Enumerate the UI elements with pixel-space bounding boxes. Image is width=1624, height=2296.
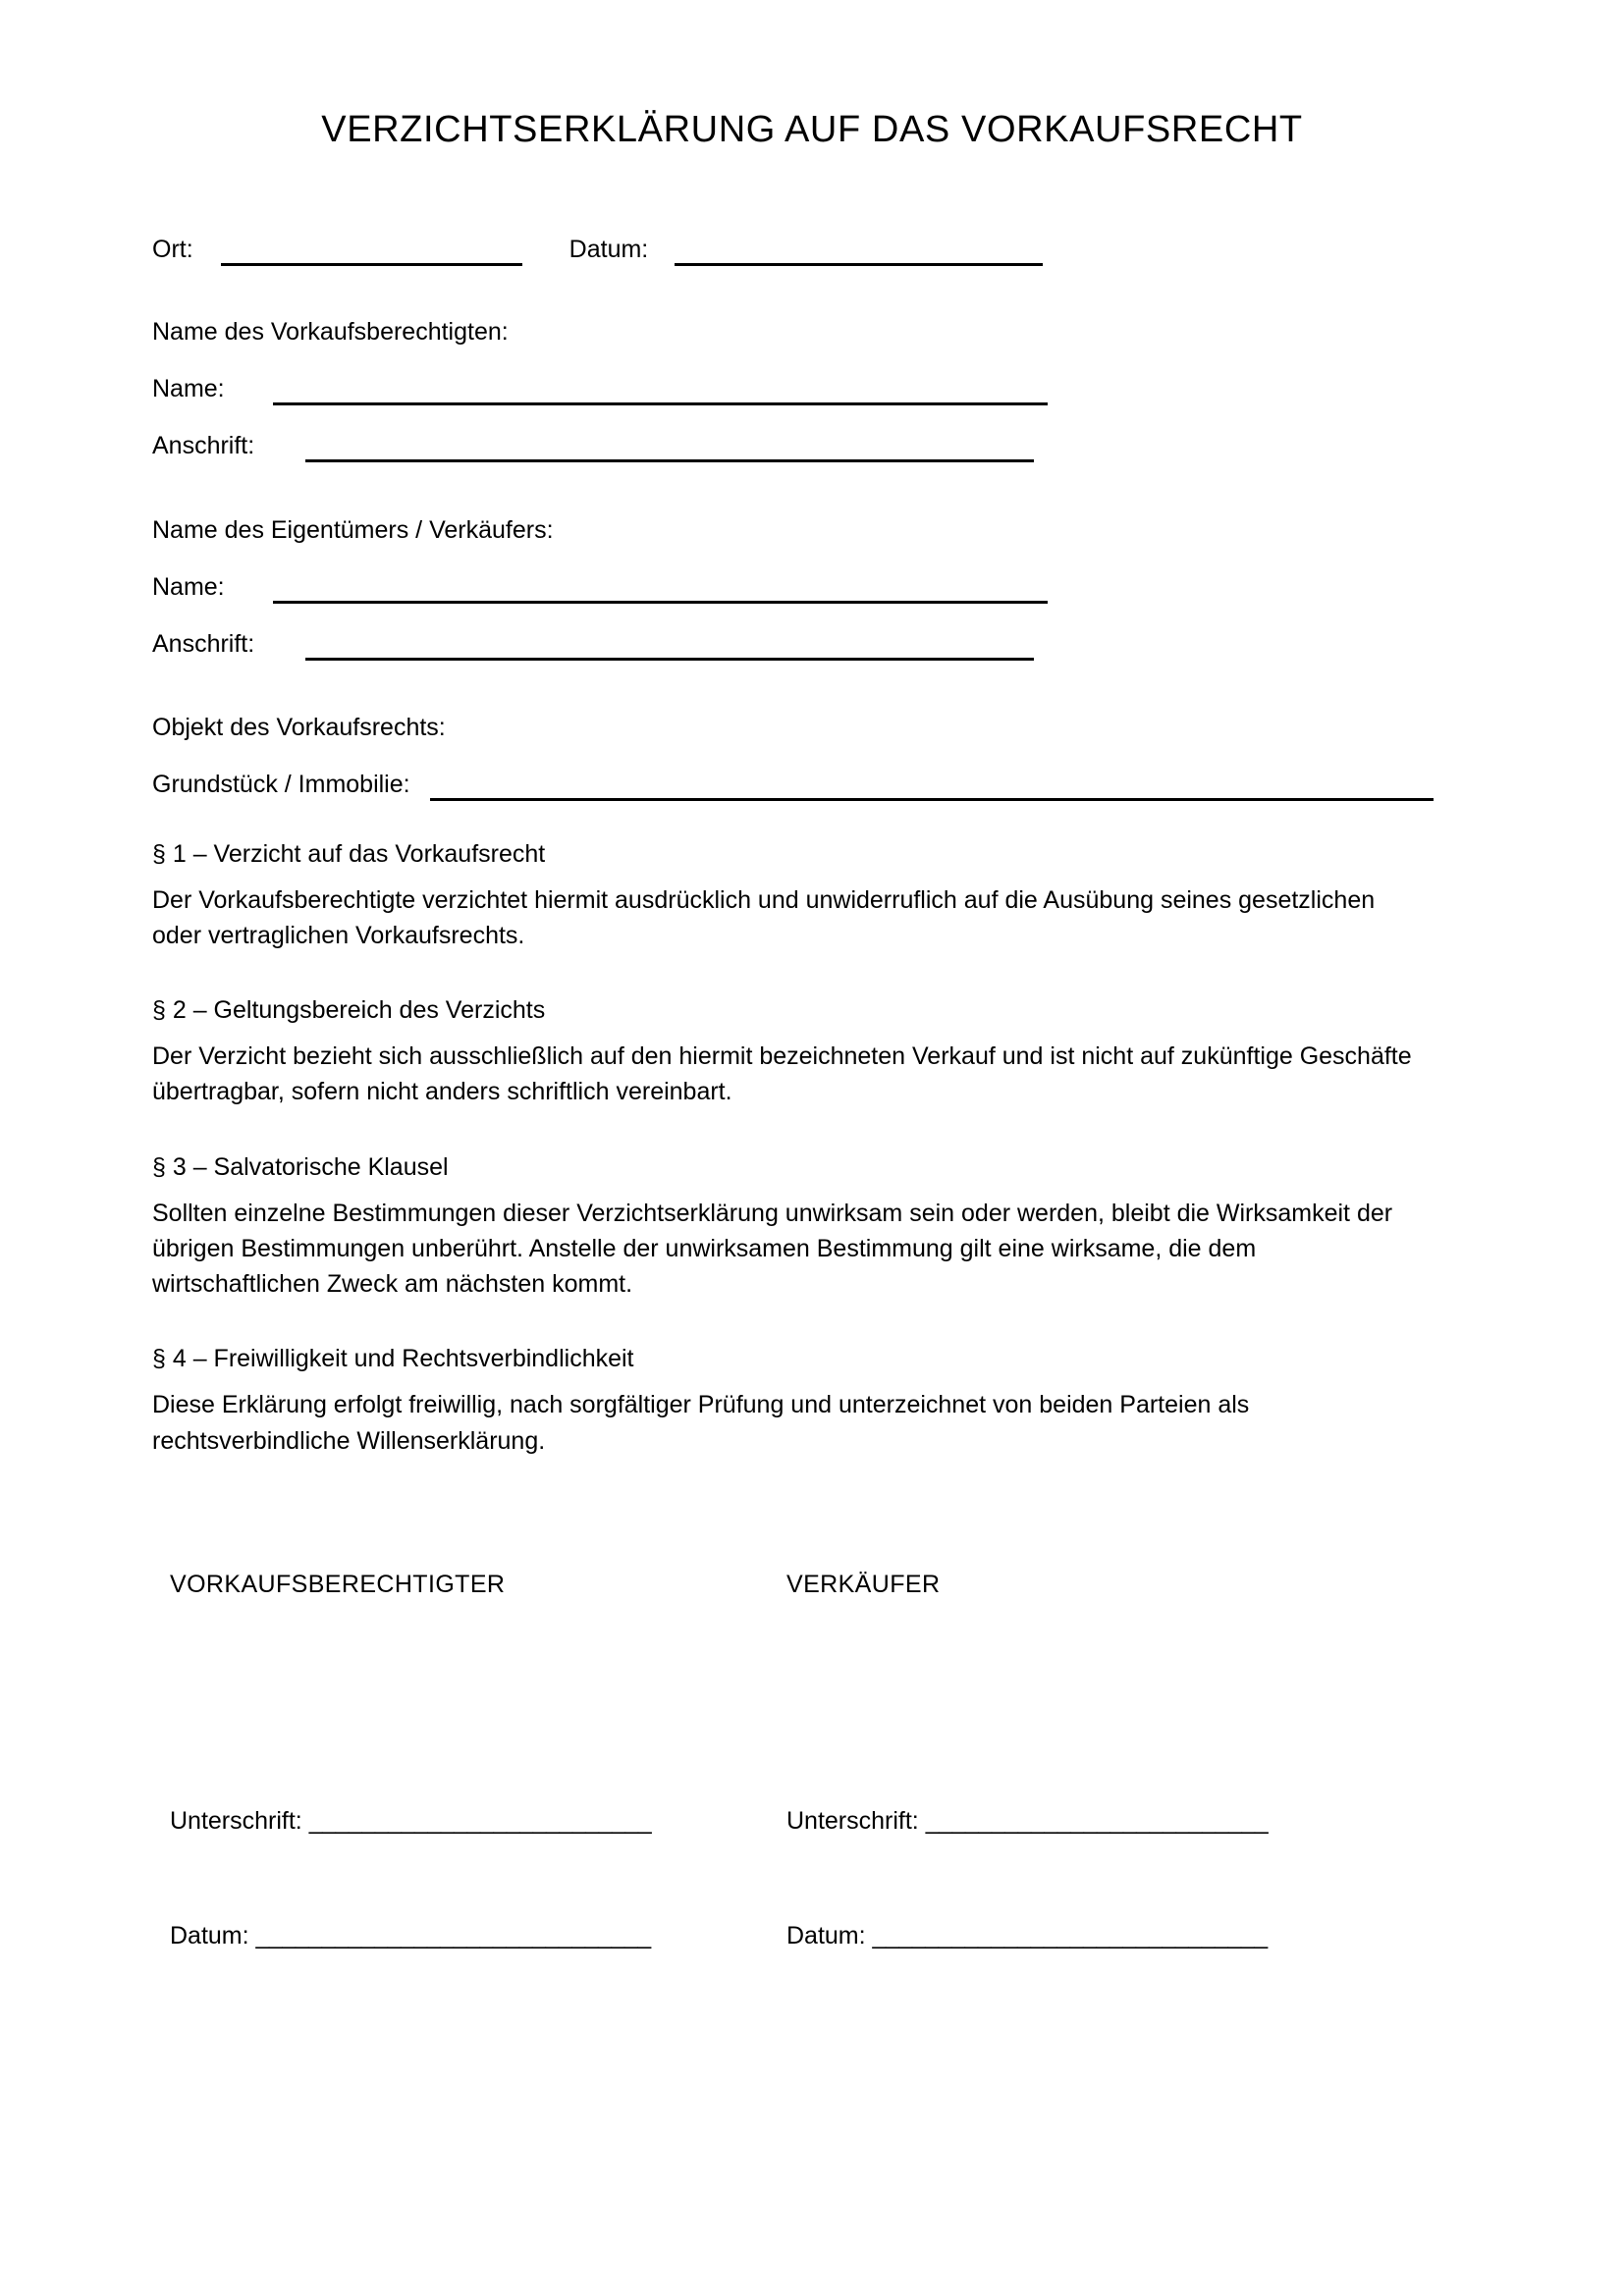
page-title: VERZICHTSERKLÄRUNG AUF DAS VORKAUFSRECHT <box>321 109 1303 150</box>
seller-role-label: VERKÄUFER <box>786 1570 941 1598</box>
seller-signature-line[interactable] <box>786 1806 1385 1835</box>
buyer-block-heading: Name des Vorkaufsberechtigten: <box>152 317 509 346</box>
seller-address-row <box>152 629 1472 658</box>
buyer-signature-line[interactable] <box>170 1806 769 1835</box>
seller-signature-label: Unterschrift: <box>786 1806 926 1835</box>
buyer-name-label: Name: <box>152 374 225 402</box>
seller-block-heading: Name des Eigentümers / Verkäufers: <box>152 515 554 544</box>
seller-signature-fields <box>769 1806 1385 1949</box>
place-input-rule[interactable] <box>221 263 522 266</box>
seller-address-input-rule[interactable] <box>305 658 1034 661</box>
property-row <box>152 770 1472 798</box>
signature-lines-row <box>152 1806 1472 1949</box>
buyer-date-label: Datum: <box>170 1921 256 1949</box>
property-input-rule[interactable] <box>430 798 1434 801</box>
buyer-signature-fields <box>152 1806 769 1949</box>
seller-name-label: Name: <box>152 572 225 601</box>
clause-4 <box>152 1347 1472 1459</box>
buyer-address-row <box>152 431 1472 459</box>
signature-area <box>152 1570 1472 1949</box>
buyer-signature-label: Unterschrift: <box>170 1806 309 1835</box>
clause-1-body: Der Vorkaufsberechtigte verzichtet hiermit ausdrücklich und unwiderruflich auf die Ausübung seines gesetzlichen oder vertraglichen Vorkaufsrechts. <box>152 885 1376 949</box>
property-label: Grundstück / Immobilie: <box>152 770 410 798</box>
clause-4-heading: § 4 – Freiwilligkeit und Rechtsverbindlichkeit <box>152 1345 634 1373</box>
object-block-heading: Objekt des Vorkaufsrechts: <box>152 713 446 741</box>
seller-name-row <box>152 572 1472 601</box>
seller-name-input-rule[interactable] <box>273 601 1048 604</box>
row-place-date <box>152 235 1472 263</box>
clause-2-body: Der Verzicht bezieht sich ausschließlich auf den hiermit bezeichneten Verkauf und ist nicht auf zukünftige Geschäfte übertragbar, sofern nicht anders schriftlich vereinbart. <box>152 1042 1412 1106</box>
buyer-role-label: VORKAUFSBERECHTIGTER <box>170 1570 506 1598</box>
place-label: Ort: <box>152 235 193 263</box>
clause-4-body: Diese Erklärung erfolgt freiwillig, nach sorgfältiger Prüfung und unterzeichnet von beiden Parteien als rechtsverbindliche Willenserklärung. <box>152 1391 1250 1455</box>
seller-address-label: Anschrift: <box>152 629 255 658</box>
clause-2 <box>152 998 1472 1110</box>
seller-signature-blank[interactable]: __________________________ <box>925 1806 1269 1835</box>
seller-date-label: Datum: <box>786 1921 873 1949</box>
buyer-address-label: Anschrift: <box>152 431 255 459</box>
clause-3-body: Sollten einzelne Bestimmungen dieser Verzichtserklärung unwirksam sein oder werden, bleibt die Wirksamkeit der übrigen Bestimmungen unberührt. Anstelle der unwirksamen Bestimmung gilt eine wirksame, die dem wirtschaftlichen Zweck am nächsten kommt. <box>152 1199 1393 1299</box>
clause-1-heading: § 1 – Verzicht auf das Vorkaufsrecht <box>152 839 546 868</box>
buyer-name-row <box>152 374 1472 402</box>
buyer-date-blank[interactable]: ______________________________ <box>255 1921 651 1949</box>
date-input-rule[interactable] <box>675 263 1043 266</box>
date-label: Datum: <box>568 235 649 263</box>
buyer-date-line[interactable] <box>170 1921 769 1949</box>
seller-signature-column <box>769 1570 1385 1598</box>
clause-3 <box>152 1152 1472 1303</box>
buyer-signature-column <box>152 1570 769 1598</box>
clause-3-heading: § 3 – Salvatorische Klausel <box>152 1152 449 1181</box>
buyer-address-input-rule[interactable] <box>305 459 1034 462</box>
clause-2-heading: § 2 – Geltungsbereich des Verzichts <box>152 996 546 1025</box>
seller-date-blank[interactable]: ______________________________ <box>872 1921 1268 1949</box>
signature-role-row <box>152 1570 1472 1598</box>
clause-1 <box>152 839 1472 954</box>
buyer-signature-blank[interactable]: __________________________ <box>308 1806 652 1835</box>
buyer-name-input-rule[interactable] <box>273 402 1048 405</box>
seller-date-line[interactable] <box>786 1921 1385 1949</box>
